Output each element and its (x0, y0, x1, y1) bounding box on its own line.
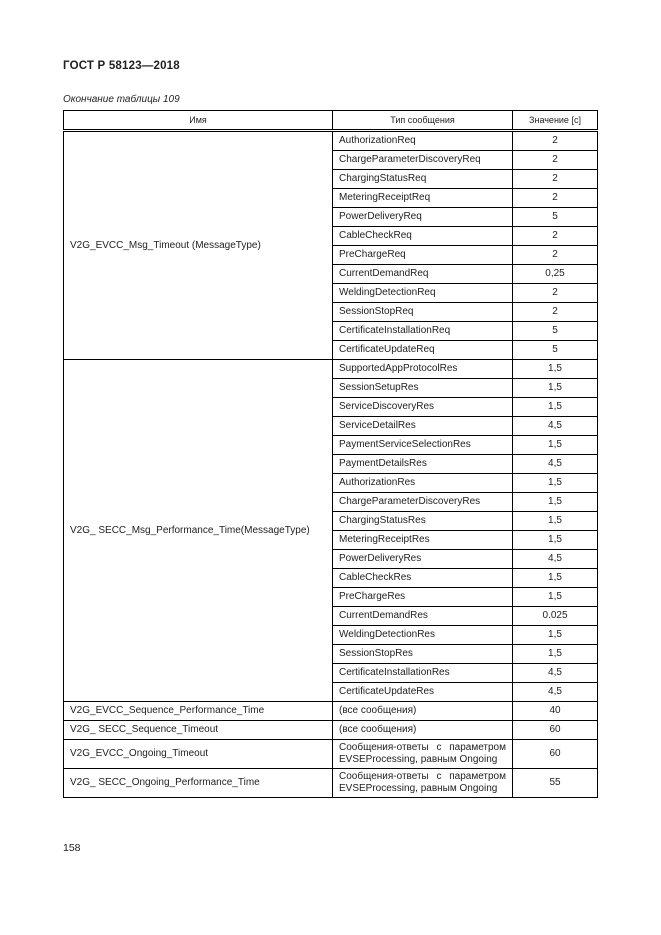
message-type-cell: PreChargeReq (333, 246, 513, 265)
value-cell: 4,5 (513, 664, 598, 683)
message-type-cell: CurrentDemandRes (333, 607, 513, 626)
value-cell: 2 (513, 227, 598, 246)
value-cell: 1,5 (513, 569, 598, 588)
value-cell: 2 (513, 170, 598, 189)
message-type-cell: PreChargeRes (333, 588, 513, 607)
value-cell: 1,5 (513, 493, 598, 512)
column-header-message-type: Тип сообщения (333, 111, 513, 131)
name-cell: V2G_ SECC_Ongoing_Performance_Time (64, 769, 333, 798)
value-cell: 0.025 (513, 607, 598, 626)
value-cell: 4,5 (513, 417, 598, 436)
value-cell: 1,5 (513, 360, 598, 379)
page-number: 158 (63, 842, 81, 854)
value-cell: 2 (513, 303, 598, 322)
value-cell: 4,5 (513, 683, 598, 702)
message-type-cell: (все сообщения) (333, 702, 513, 721)
message-type-cell: ChargingStatusRes (333, 512, 513, 531)
table-row (64, 740, 598, 769)
value-cell: 1,5 (513, 474, 598, 493)
message-type-cell: CertificateUpdateReq (333, 341, 513, 360)
value-cell: 2 (513, 151, 598, 170)
message-type-cell: CableCheckRes (333, 569, 513, 588)
message-type-cell: CurrentDemandReq (333, 265, 513, 284)
value-cell: 2 (513, 189, 598, 208)
message-type-cell: MeteringReceiptReq (333, 189, 513, 208)
table-caption: Окончание таблицы 109 (63, 94, 180, 105)
table-row (64, 769, 598, 798)
message-type-cell: CableCheckReq (333, 227, 513, 246)
value-cell: 1,5 (513, 512, 598, 531)
value-cell: 60 (513, 721, 598, 740)
message-type-cell: WeldingDetectionRes (333, 626, 513, 645)
value-cell: 2 (513, 284, 598, 303)
message-type-cell: PaymentServiceSelectionRes (333, 436, 513, 455)
message-type-cell: PowerDeliveryReq (333, 208, 513, 227)
message-type-cell: PowerDeliveryRes (333, 550, 513, 569)
message-type-cell: SessionSetupRes (333, 379, 513, 398)
message-type-cell: (все сообщения) (333, 721, 513, 740)
value-cell: 40 (513, 702, 598, 721)
message-type-cell: Сообщения-ответы с параметром EVSEProcessing, равным Ongoing (333, 769, 513, 798)
value-cell: 5 (513, 208, 598, 227)
value-cell: 4,5 (513, 455, 598, 474)
group-name-cell: V2G_ SECC_Msg_Performance_Time(MessageType) (64, 360, 333, 702)
value-cell: 2 (513, 246, 598, 265)
message-type-cell: Сообщения-ответы с параметром EVSEProcessing, равным Ongoing (333, 740, 513, 769)
message-type-cell: SessionStopRes (333, 645, 513, 664)
value-cell: 1,5 (513, 531, 598, 550)
message-type-cell: CertificateInstallationReq (333, 322, 513, 341)
value-cell: 60 (513, 740, 598, 769)
message-type-cell: SupportedAppProtocolRes (333, 360, 513, 379)
message-type-cell: CertificateUpdateRes (333, 683, 513, 702)
column-header-value: Значение [с] (513, 111, 598, 131)
value-cell: 1,5 (513, 588, 598, 607)
value-cell: 5 (513, 341, 598, 360)
value-cell: 1,5 (513, 436, 598, 455)
table-header-row (64, 111, 598, 131)
value-cell: 1,5 (513, 645, 598, 664)
message-type-cell: MeteringReceiptRes (333, 531, 513, 550)
message-type-cell: SessionStopReq (333, 303, 513, 322)
message-type-cell: ChargeParameterDiscoveryReq (333, 151, 513, 170)
value-cell: 1,5 (513, 626, 598, 645)
name-cell: V2G_EVCC_Sequence_Performance_Time (64, 702, 333, 721)
table-body (64, 131, 598, 798)
doc-code: ГОСТ Р 58123—2018 (63, 60, 180, 72)
value-cell: 1,5 (513, 379, 598, 398)
message-type-cell: AuthorizationRes (333, 474, 513, 493)
value-cell: 4,5 (513, 550, 598, 569)
message-type-cell: WeldingDetectionReq (333, 284, 513, 303)
value-cell: 0,25 (513, 265, 598, 284)
messages-table (63, 110, 598, 798)
message-type-cell: ChargeParameterDiscoveryRes (333, 493, 513, 512)
name-cell: V2G_EVCC_Ongoing_Timeout (64, 740, 333, 769)
table-row (64, 702, 598, 721)
message-type-cell: ServiceDiscoveryRes (333, 398, 513, 417)
table-row (64, 360, 598, 379)
value-cell: 55 (513, 769, 598, 798)
name-cell: V2G_ SECC_Sequence_Timeout (64, 721, 333, 740)
message-type-cell: PaymentDetailsRes (333, 455, 513, 474)
message-type-cell: CertificateInstallationRes (333, 664, 513, 683)
value-cell: 2 (513, 131, 598, 151)
message-type-cell: AuthorizationReq (333, 131, 513, 151)
message-type-cell: ServiceDetailRes (333, 417, 513, 436)
column-header-name: Имя (64, 111, 333, 131)
value-cell: 5 (513, 322, 598, 341)
table-row (64, 131, 598, 151)
table-row (64, 721, 598, 740)
value-cell: 1,5 (513, 398, 598, 417)
group-name-cell: V2G_EVCC_Msg_Timeout (MessageType) (64, 131, 333, 360)
message-type-cell: ChargingStatusReq (333, 170, 513, 189)
